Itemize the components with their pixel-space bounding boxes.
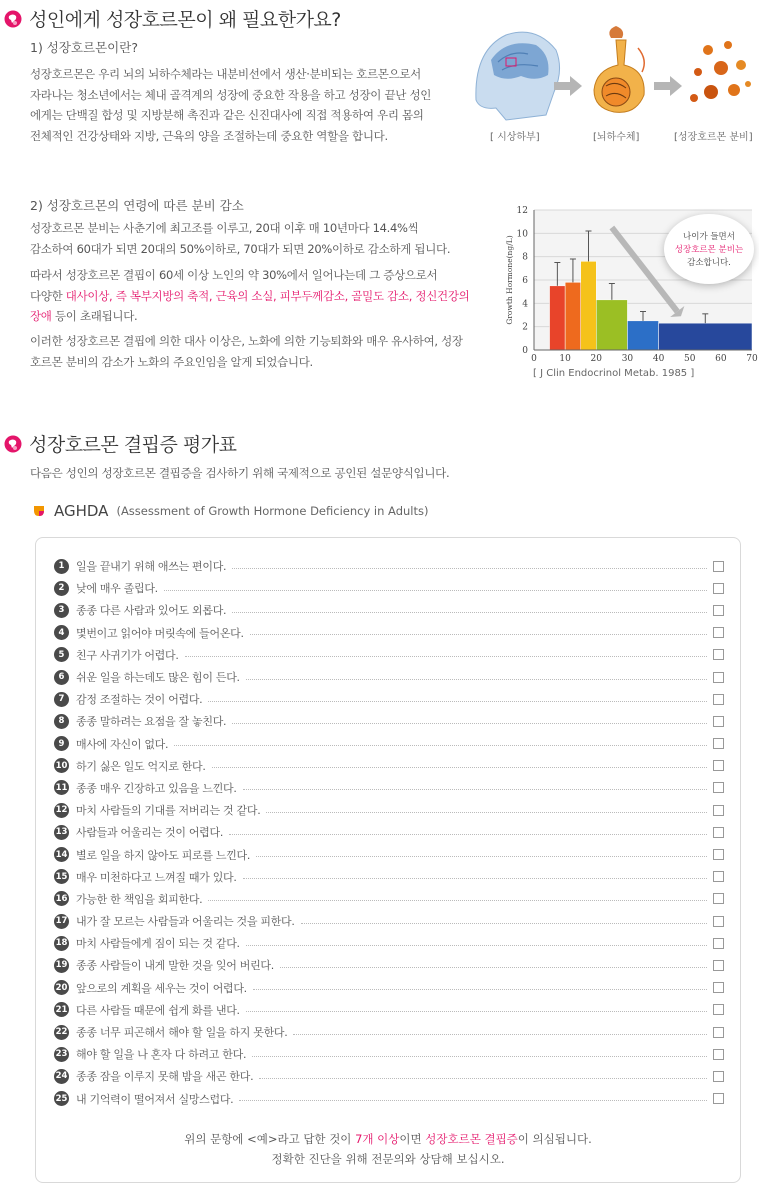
dotted-leader — [252, 1056, 707, 1057]
question-checkbox[interactable] — [713, 738, 724, 749]
dotted-leader — [212, 767, 707, 768]
question-item — [54, 777, 724, 799]
question-number-badge: 4 — [54, 625, 69, 640]
y-axis-label: Growth Hormone(ng/L) — [505, 235, 514, 325]
question-item — [54, 710, 724, 732]
question-number-badge: 9 — [54, 736, 69, 751]
subtitle-age-decline: 2) 성장호르몬의 연령에 따른 분비 감소 — [30, 198, 244, 213]
question-number-badge: 5 — [54, 647, 69, 662]
paragraph-what-is-gh: 성장호르몬은 우리 뇌의 뇌하수체라는 내분비선에서 생산·분비되는 호르몬으로서 자라나는 청소년에서는 체내 골격계의 성장에 중요한 작용을 하고 성장이 끝난 성인 에게는 단백질 합성 및 지방분해 촉진과 같은 신진대사에 직접 적용하여 우리 몸의 전체적인 건강상태와 지방, 근육의 양을 조절하는데 중요한 역할을 합니다. — [30, 67, 432, 143]
x-tick-label: 10 — [559, 354, 571, 364]
dotted-leader — [280, 967, 707, 968]
y-tick-label: 12 — [516, 206, 528, 216]
question-text: 종종 사람들이 내게 말한 것을 잊어 버린다. — [76, 959, 274, 973]
question-number-badge: 8 — [54, 714, 69, 729]
question-text: 일을 끝내기 위해 애쓰는 편이다. — [76, 560, 227, 574]
question-number-badge: 17 — [54, 914, 69, 929]
aghda-bullet-icon — [32, 504, 46, 518]
question-checkbox[interactable] — [713, 1049, 724, 1060]
question-checkbox[interactable] — [713, 893, 724, 904]
question-number-badge: 23 — [54, 1047, 69, 1062]
question-checkbox[interactable] — [713, 1093, 724, 1104]
y-tick-label: 4 — [522, 299, 528, 310]
annotation-bubble: 나이가 들면서 성장호르몬 분비는 감소합니다. — [664, 214, 754, 284]
secretion-process-illustration — [466, 20, 756, 150]
bar — [659, 323, 752, 350]
question-checkbox[interactable] — [713, 782, 724, 793]
question-number-badge: 22 — [54, 1025, 69, 1040]
question-text: 종종 매우 긴장하고 있음을 느낀다. — [76, 781, 237, 795]
question-number-badge: 21 — [54, 1002, 69, 1017]
question-number-badge: 10 — [54, 758, 69, 773]
dotted-leader — [301, 923, 707, 924]
question-number-badge: 18 — [54, 936, 69, 951]
x-tick-label: 30 — [621, 354, 634, 364]
dotted-leader — [239, 1100, 707, 1101]
y-tick-label: 0 — [522, 346, 528, 356]
question-checkbox[interactable] — [713, 871, 724, 882]
paragraph-age-decline: 성장호르몬 분비는 사춘기에 최고조를 이루고, 20대 이후 매 10년마다 14.4%씩 감소하여 60대가 되면 20대의 50%이하로, 70대가 되면 20%이하로 감소하게 됩니다. — [30, 221, 451, 256]
question-item — [54, 622, 724, 644]
x-tick-label: 50 — [683, 354, 696, 364]
x-tick-label: 40 — [652, 354, 665, 364]
question-text: 감정 조절하는 것이 어렵다. — [76, 693, 203, 707]
question-text: 종종 잠을 이루지 못해 밤을 새곤 한다. — [76, 1070, 254, 1084]
question-item — [54, 977, 724, 999]
question-checkbox[interactable] — [713, 827, 724, 838]
evaluation-intro: 다음은 성인의 성장호르몬 결핍증을 검사하기 위해 국제적으로 공인된 설문양식입니다. — [30, 466, 450, 480]
question-number-badge: 16 — [54, 891, 69, 906]
x-tick-label: 20 — [590, 354, 603, 364]
question-number-badge: 20 — [54, 980, 69, 995]
question-item — [54, 1065, 724, 1087]
question-item — [54, 888, 724, 910]
question-item — [54, 599, 724, 621]
question-text: 가능한 한 책임을 회피한다. — [76, 892, 203, 906]
dotted-leader — [208, 701, 707, 702]
subtitle-what-is-gh: 1) 성장호르몬이란? — [30, 40, 138, 55]
question-list — [54, 555, 724, 1110]
question-text: 낮에 매우 졸립다. — [76, 582, 158, 596]
y-tick-label: 10 — [516, 229, 528, 240]
x-tick-label: 0 — [531, 354, 537, 364]
question-item — [54, 1021, 724, 1043]
question-item — [54, 843, 724, 865]
question-checkbox[interactable] — [713, 938, 724, 949]
aghda-questionnaire-box — [35, 537, 741, 1183]
bar — [550, 286, 566, 350]
question-text: 종종 말하려는 요점을 잘 놓친다. — [76, 715, 227, 729]
aghda-title: AGHDA (Assessment of Growth Hormone Deficiency in Adults) — [32, 502, 428, 520]
question-checkbox[interactable] — [713, 1004, 724, 1015]
question-text: 마치 사람들의 기대를 저버리는 것 같다. — [76, 804, 261, 818]
question-text: 쉬운 일을 하는데도 많은 힘이 든다. — [76, 671, 240, 685]
question-text: 내가 잘 모르는 사람들과 어울리는 것을 피한다. — [76, 915, 295, 929]
paragraph-aging: 이러한 성장호르몬 결핍에 의한 대사 이상은, 노화에 의한 기능퇴화와 매우 유사하여, 성장 호르몬 분비의 감소가 노화의 주요인임을 알게 되었습니다. — [30, 334, 463, 369]
question-text: 매우 미천하다고 느껴질 때가 있다. — [76, 870, 237, 884]
flower-bullet-icon — [4, 10, 22, 28]
dotted-leader — [246, 1011, 707, 1012]
dotted-leader — [164, 590, 707, 591]
question-number-badge: 24 — [54, 1069, 69, 1084]
paragraph-symptoms: 따라서 성장호르몬 결핍이 60세 이상 노인의 약 30%에서 일어나는데 그 증상으로서 다양한 대사이상, 즉 복부지방의 축적, 근육의 소실, 피부두께감소, 골밀도 감소, 정신건강의 장애 등이 초래됩니다. — [30, 268, 470, 323]
y-tick-label: 8 — [522, 252, 528, 263]
question-number-badge: 25 — [54, 1091, 69, 1106]
question-number-badge: 13 — [54, 825, 69, 840]
dotted-leader — [266, 812, 707, 813]
question-checkbox[interactable] — [713, 1071, 724, 1082]
question-text: 몇번이고 읽어야 머릿속에 들어온다. — [76, 626, 244, 640]
process-graphic — [466, 20, 756, 130]
question-checkbox[interactable] — [713, 805, 724, 816]
caption-gh-secretion: [성장호르몬 분비] — [674, 132, 753, 143]
question-text: 종종 다른 사람과 있어도 외롭다. — [76, 604, 227, 618]
y-tick-label: 6 — [522, 276, 528, 286]
question-text: 내 기억력이 떨어져서 실망스럽다. — [76, 1092, 234, 1106]
question-text: 사람들과 어울리는 것이 어렵다. — [76, 826, 224, 840]
question-item — [54, 866, 724, 888]
bar — [627, 321, 658, 350]
question-number-badge: 2 — [54, 581, 69, 596]
question-checkbox[interactable] — [713, 716, 724, 727]
question-item — [54, 1088, 724, 1110]
question-checkbox[interactable] — [713, 605, 724, 616]
dotted-leader — [246, 945, 707, 946]
dotted-leader — [243, 789, 707, 790]
questionnaire-conclusion: 위의 문항에 <예>라고 답한 것이 7개 이상이면 성장호르몬 결핍증이 의심됩니다. 정확한 진단을 위해 전문의와 상담해 보십시오. — [184, 1132, 592, 1166]
question-checkbox[interactable] — [713, 561, 724, 572]
question-item — [54, 821, 724, 843]
question-item — [54, 799, 724, 821]
dotted-leader — [232, 723, 707, 724]
question-item — [54, 1043, 724, 1065]
question-item — [54, 999, 724, 1021]
question-item — [54, 555, 724, 577]
x-tick-label: 60 — [715, 354, 727, 364]
question-number-badge: 11 — [54, 780, 69, 795]
question-checkbox[interactable] — [713, 694, 724, 705]
question-text: 다른 사람들 때문에 쉽게 화를 낸다. — [76, 1003, 240, 1017]
question-number-badge: 12 — [54, 803, 69, 818]
question-text: 별로 일을 하지 않아도 피로를 느낀다. — [76, 848, 251, 862]
question-text: 종종 너무 피곤해서 해야 할 일을 하지 못한다. — [76, 1026, 288, 1040]
dotted-leader — [229, 834, 707, 835]
chart-source: [ J Clin Endocrinol Metab. 1985 ] — [533, 368, 695, 379]
question-checkbox[interactable] — [713, 849, 724, 860]
question-number-badge: 15 — [54, 869, 69, 884]
section-title-evaluation: 성장호르몬 결핍증 평가표 — [4, 430, 236, 457]
question-item — [54, 755, 724, 777]
section-title-why: 성인에게 성장호르몬이 왜 필요한가요? — [4, 5, 341, 32]
flower-bullet-icon — [4, 435, 22, 453]
dotted-leader — [232, 568, 707, 569]
question-number-badge: 19 — [54, 958, 69, 973]
dotted-leader — [246, 679, 707, 680]
dotted-leader — [253, 989, 707, 990]
question-item — [54, 688, 724, 710]
dotted-leader — [208, 900, 707, 901]
question-text: 마치 사람들에게 짐이 되는 것 같다. — [76, 937, 240, 951]
caption-pituitary: [뇌하수체] — [593, 132, 640, 143]
question-number-badge: 3 — [54, 603, 69, 618]
question-text: 친구 사귀기가 어렵다. — [76, 648, 179, 662]
question-text: 하기 싫은 일도 억지로 한다. — [76, 759, 206, 773]
dotted-leader — [185, 656, 707, 657]
question-checkbox[interactable] — [713, 672, 724, 683]
dotted-leader — [243, 878, 707, 879]
pituitary-icon — [594, 26, 644, 112]
question-number-badge: 1 — [54, 559, 69, 574]
arrow-right-icon — [654, 76, 682, 96]
question-checkbox[interactable] — [713, 649, 724, 660]
question-item — [54, 932, 724, 954]
dotted-leader — [174, 745, 707, 746]
question-item — [54, 644, 724, 666]
y-tick-label: 2 — [522, 322, 528, 333]
dotted-leader — [293, 1034, 707, 1035]
question-number-badge: 14 — [54, 847, 69, 862]
question-text: 해야 할 일을 나 혼자 다 하려고 한다. — [76, 1048, 247, 1062]
question-number-badge: 7 — [54, 692, 69, 707]
dotted-leader — [259, 1078, 707, 1079]
question-item — [54, 577, 724, 599]
question-checkbox[interactable] — [713, 627, 724, 638]
x-tick-label: 70 — [746, 354, 758, 364]
dotted-leader — [250, 634, 707, 635]
brain-icon — [476, 32, 560, 120]
question-text: 앞으로의 계획을 세우는 것이 어렵다. — [76, 981, 247, 995]
question-checkbox[interactable] — [713, 982, 724, 993]
question-number-badge: 6 — [54, 670, 69, 685]
question-item — [54, 910, 724, 932]
dotted-leader — [232, 612, 707, 613]
question-item — [54, 666, 724, 688]
dotted-leader — [256, 856, 707, 857]
question-text: 매사에 자신이 없다. — [76, 737, 169, 751]
bar — [565, 282, 581, 350]
bar — [581, 261, 597, 350]
question-item — [54, 733, 724, 755]
question-checkbox[interactable] — [713, 916, 724, 927]
hormone-secretion-icon — [690, 41, 751, 102]
question-checkbox[interactable] — [713, 960, 724, 971]
question-checkbox[interactable] — [713, 1027, 724, 1038]
question-checkbox[interactable] — [713, 760, 724, 771]
question-item — [54, 954, 724, 976]
bar — [596, 300, 627, 350]
question-checkbox[interactable] — [713, 583, 724, 594]
caption-hypothalamus: [ 시상하부] — [490, 132, 540, 143]
